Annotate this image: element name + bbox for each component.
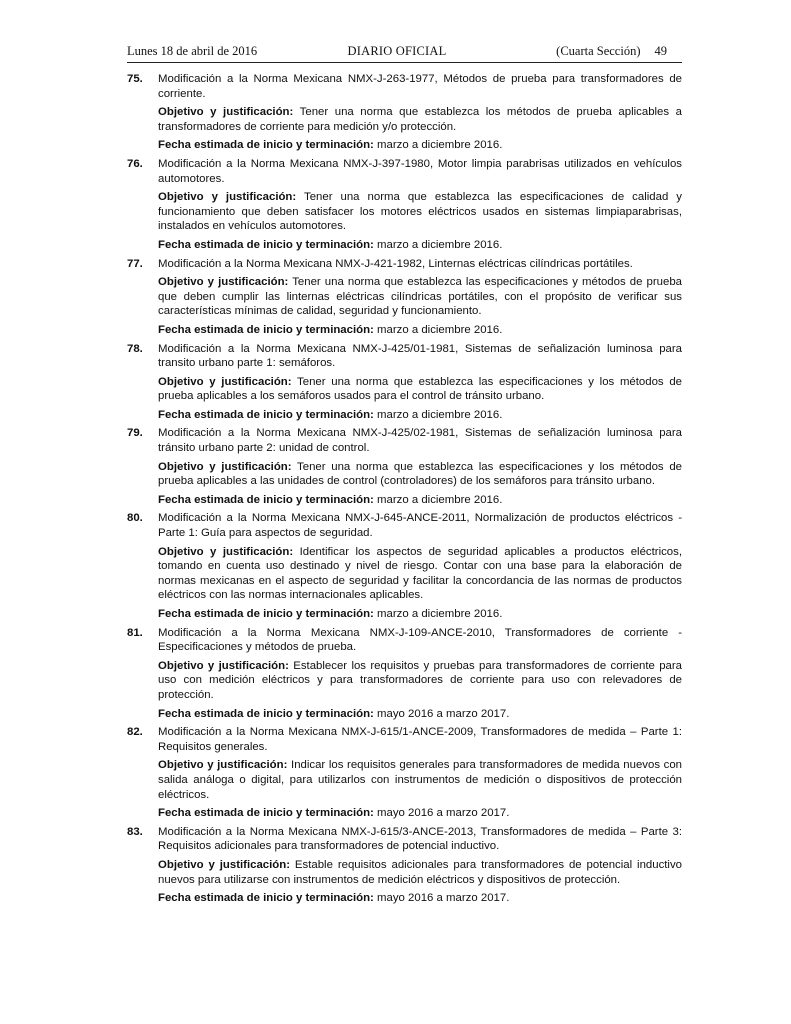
dates-label: Fecha estimada de inicio y terminación: bbox=[158, 323, 374, 336]
list-item bbox=[127, 157, 682, 253]
item-dates bbox=[158, 806, 682, 821]
document-body bbox=[127, 72, 682, 910]
list-item bbox=[127, 626, 682, 722]
list-item bbox=[127, 825, 682, 906]
objective-text: Indicar los requisitos generales para transformadores de medida nuevos con salida análoga o digital, para utilizarlos con instrumentos de medición o dispositivos de protección eléctricos. bbox=[158, 759, 682, 801]
objective-label: Objetivo y justificación: bbox=[158, 375, 292, 388]
objective-text: Tener una norma que establezca las especificaciones y los métodos de prueba aplicables a las unidades de control (controladores) de los semáforos para tránsito urbano. bbox=[158, 460, 682, 488]
item-dates bbox=[158, 891, 682, 906]
item-number: 80. bbox=[127, 512, 143, 525]
list-item bbox=[127, 257, 682, 338]
item-objective bbox=[158, 858, 682, 887]
objective-text: Estable requisitos adicionales para transformadores de potencial inductivo nuevos para utilizarse con instrumentos de medición eléctricos y dispositivos de protección. bbox=[158, 858, 682, 886]
item-number: 78. bbox=[127, 342, 143, 355]
item-objective bbox=[158, 105, 682, 134]
dates-text: marzo a diciembre 2016. bbox=[377, 323, 503, 336]
item-title: Modificación a la Norma Mexicana NMX-J-425/02-1981, Sistemas de señalización luminosa para tránsito urbano parte 2: unidad de control. bbox=[158, 427, 682, 455]
item-objective bbox=[158, 758, 682, 802]
item-dates bbox=[158, 707, 682, 722]
dates-text: mayo 2016 a marzo 2017. bbox=[377, 807, 510, 820]
list-item bbox=[127, 725, 682, 821]
header-publication: DIARIO OFICIAL bbox=[347, 44, 447, 58]
list-item bbox=[127, 511, 682, 621]
objective-text: Tener una norma que establezca los métodos de prueba aplicables a transformadores de corriente para medición y/o protección. bbox=[158, 106, 682, 133]
objective-text: Tener una norma que establezca las especificaciones de calidad y funcionamiento que deben satisfacer los motores eléctricos usados en sistemas limpiaparabrisas, instalados en vehículos automotores. bbox=[158, 191, 682, 233]
dates-text: mayo 2016 a marzo 2017. bbox=[377, 707, 510, 720]
dates-label: Fecha estimada de inicio y terminación: bbox=[158, 608, 374, 620]
objective-label: Objetivo y justificación: bbox=[158, 858, 290, 871]
item-objective bbox=[158, 375, 682, 404]
objective-label: Objetivo y justificación: bbox=[158, 276, 289, 289]
dates-text: marzo a diciembre 2016. bbox=[377, 493, 503, 506]
list-item bbox=[127, 342, 682, 423]
item-dates bbox=[158, 138, 682, 153]
objective-text: Tener una norma que establezca las especificaciones y métodos de prueba que deben cumplir las linternas eléctricas cilíndricas portátiles, con el propósito de verificar sus características mínimas de calidad, seguridad y funcionamiento. bbox=[158, 276, 682, 318]
item-number: 79. bbox=[127, 427, 143, 440]
objective-label: Objetivo y justificación: bbox=[158, 106, 294, 119]
item-objective bbox=[158, 545, 682, 603]
item-title: Modificación a la Norma Mexicana NMX-J-425/01-1981, Sistemas de señalización luminosa para transito urbano parte 1: semáforos. bbox=[158, 342, 682, 370]
dates-label: Fecha estimada de inicio y terminación: bbox=[158, 408, 374, 421]
objective-label: Objetivo y justificación: bbox=[158, 759, 288, 772]
objective-label: Objetivo y justificación: bbox=[158, 460, 292, 473]
item-number: 76. bbox=[127, 157, 143, 170]
dates-text: marzo a diciembre 2016. bbox=[377, 139, 503, 152]
item-dates bbox=[158, 238, 682, 253]
dates-text: marzo a diciembre 2016. bbox=[377, 408, 503, 421]
item-number: 75. bbox=[127, 73, 143, 85]
item-objective bbox=[158, 275, 682, 319]
item-objective bbox=[158, 190, 682, 234]
item-number: 77. bbox=[127, 257, 143, 270]
page-number: 49 bbox=[654, 44, 667, 58]
objective-label: Objetivo y justificación: bbox=[158, 191, 297, 204]
item-number: 83. bbox=[127, 825, 143, 838]
item-dates bbox=[158, 493, 682, 508]
item-title: Modificación a la Norma Mexicana NMX-J-263-1977, Métodos de prueba para transformadores de corriente. bbox=[158, 73, 682, 100]
item-dates bbox=[158, 408, 682, 423]
list-item bbox=[127, 72, 682, 153]
dates-label: Fecha estimada de inicio y terminación: bbox=[158, 493, 374, 506]
item-title: Modificación a la Norma Mexicana NMX-J-109-ANCE-2010, Transformadores de corriente - Especificaciones y métodos de prueba. bbox=[158, 626, 682, 654]
dates-text: marzo a diciembre 2016. bbox=[377, 238, 503, 251]
header-date: Lunes 18 de abril de 2016 bbox=[127, 44, 258, 58]
item-dates bbox=[158, 607, 682, 622]
item-title: Modificación a la Norma Mexicana NMX-J-397-1980, Motor limpia parabrisas utilizados en vehículos automotores. bbox=[158, 157, 682, 185]
item-objective bbox=[158, 659, 682, 703]
list-item bbox=[127, 426, 682, 507]
item-number: 82. bbox=[127, 726, 143, 739]
dates-label: Fecha estimada de inicio y terminación: bbox=[158, 892, 374, 905]
header-rule bbox=[127, 62, 682, 63]
header-section-page bbox=[556, 44, 667, 59]
dates-label: Fecha estimada de inicio y terminación: bbox=[158, 238, 374, 251]
dates-label: Fecha estimada de inicio y terminación: bbox=[158, 807, 374, 820]
dates-text: marzo a diciembre 2016. bbox=[377, 608, 503, 620]
item-dates bbox=[158, 323, 682, 338]
header-section: (Cuarta Sección) bbox=[556, 44, 641, 58]
item-objective bbox=[158, 460, 682, 489]
item-title: Modificación a la Norma Mexicana NMX-J-645-ANCE-2011, Normalización de productos eléctricos - Parte 1: Guía para aspectos de seguridad. bbox=[158, 512, 682, 540]
dates-label: Fecha estimada de inicio y terminación: bbox=[158, 707, 374, 720]
item-title: Modificación a la Norma Mexicana NMX-J-421-1982, Linternas eléctricas cilíndricas portátiles. bbox=[158, 257, 633, 270]
item-number: 81. bbox=[127, 626, 143, 639]
objective-label: Objetivo y justificación: bbox=[158, 659, 289, 672]
item-title: Modificación a la Norma Mexicana NMX-J-615/3-ANCE-2013, Transformadores de medida – Parte 3: Requisitos adicionales para transformadores de potencial inductivo. bbox=[158, 825, 682, 853]
objective-text: Tener una norma que establezca las especificaciones y los métodos de prueba aplicables a los semáforos usados para el control de tránsito urbano. bbox=[158, 375, 682, 403]
objective-text: Establecer los requisitos y pruebas para transformadores de corriente para uso con medición eléctricos y para transformadores de corriente para uso con relevadores de protección. bbox=[158, 659, 683, 701]
objective-label: Objetivo y justificación: bbox=[158, 545, 294, 558]
dates-label: Fecha estimada de inicio y terminación: bbox=[158, 139, 374, 152]
page-header bbox=[127, 44, 667, 60]
objective-text: Identificar los aspectos de seguridad aplicables a productos eléctricos, tomando en cuenta uso destinado y nivel de riesgo. Contar con una base para la elaboración de normas mexicanas en el aspecto de seguridad y facilitar la concordancia de las normas de productos eléctricos con las normas internacionales aplicables. bbox=[158, 545, 682, 602]
dates-text: mayo 2016 a marzo 2017. bbox=[377, 892, 510, 905]
item-title: Modificación a la Norma Mexicana NMX-J-615/1-ANCE-2009, Transformadores de medida – Parte 1: Requisitos generales. bbox=[158, 726, 682, 753]
